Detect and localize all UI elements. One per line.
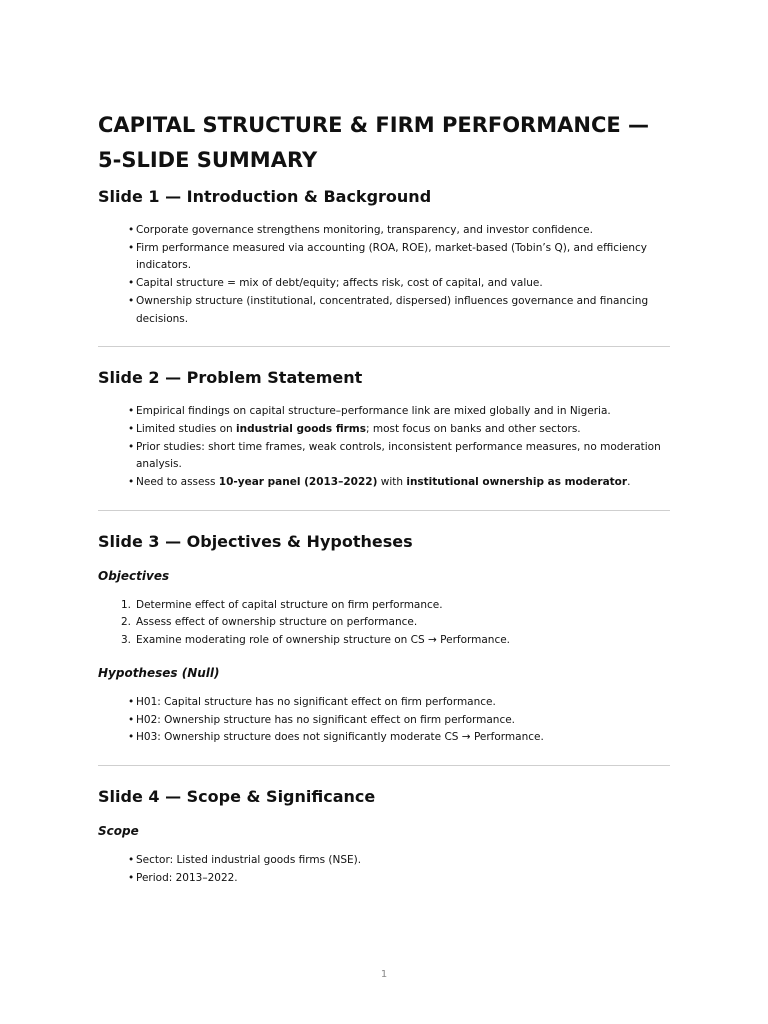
list-item: • Capital structure = mix of debt/equity; affects risk, cost of capital, and value.	[98, 275, 670, 293]
list-item: • H03: Ownership structure does not significantly moderate CS → Performance.	[98, 729, 670, 747]
title-line-1: CAPITAL STRUCTURE & FIRM PERFORMANCE —	[98, 113, 650, 137]
list-item: • Empirical findings on capital structure–performance link are mixed globally and in Nigeria.	[98, 403, 670, 421]
scope-list	[98, 852, 670, 887]
list-item: 2. Assess effect of ownership structure on performance.	[121, 616, 418, 629]
objectives-list	[98, 597, 670, 650]
list-item: 3. Examine moderating role of ownership structure on CS → Performance.	[121, 634, 511, 647]
slide1-heading: Slide 1 — Introduction & Background	[98, 187, 432, 206]
slide3-heading: Slide 3 — Objectives & Hypotheses	[98, 531, 413, 551]
slide1-bullet-list	[98, 222, 670, 328]
list-item: • Corporate governance strengthens monitoring, transparency, and investor confidence.	[98, 222, 670, 240]
list-item: 1. Determine effect of capital structure on firm performance.	[121, 598, 443, 611]
document-page	[98, 108, 670, 887]
slide2-bullet-list	[98, 403, 670, 492]
scope-subheading: Scope	[98, 823, 139, 838]
slide4-heading: Slide 4 — Scope & Significance	[98, 786, 376, 806]
document-title	[98, 108, 670, 178]
hypotheses-list	[98, 694, 670, 747]
list-item: • Prior studies: short time frames, weak controls, inconsistent performance measures, no moderation analysis.	[98, 439, 670, 474]
list-item: • Firm performance measured via accounting (ROA, ROE), market-based (Tobin’s Q), and efficiency indicators.	[98, 240, 670, 275]
list-item: • Sector: Listed industrial goods firms (NSE).	[98, 852, 670, 870]
emphasis-text: institutional ownership as moderator	[406, 476, 628, 489]
slide2-heading: Slide 2 — Problem Statement	[98, 368, 363, 388]
hypotheses-subheading: Hypotheses (Null)	[98, 665, 220, 680]
page-number: 1	[380, 969, 388, 980]
emphasis-text: 10-year panel (2013–2022)	[218, 476, 378, 489]
title-line-2: 5-SLIDE SUMMARY	[98, 148, 318, 172]
list-item: • H01: Capital structure has no significant effect on firm performance.	[98, 694, 670, 712]
objectives-subheading: Objectives	[98, 568, 170, 583]
list-item: • H02: Ownership structure has no significant effect on firm performance.	[98, 712, 670, 730]
list-item: • Limited studies on industrial goods firms; most focus on banks and other sectors.	[98, 421, 670, 439]
list-item: • Period: 2013–2022.	[98, 870, 670, 888]
list-item: • Ownership structure (institutional, concentrated, dispersed) influences governance and financing decisions.	[98, 293, 670, 328]
emphasis-text: industrial goods firms	[236, 422, 366, 435]
list-item: • Need to assess 10-year panel (2013–2022) with institutional ownership as moderator.	[98, 474, 670, 492]
